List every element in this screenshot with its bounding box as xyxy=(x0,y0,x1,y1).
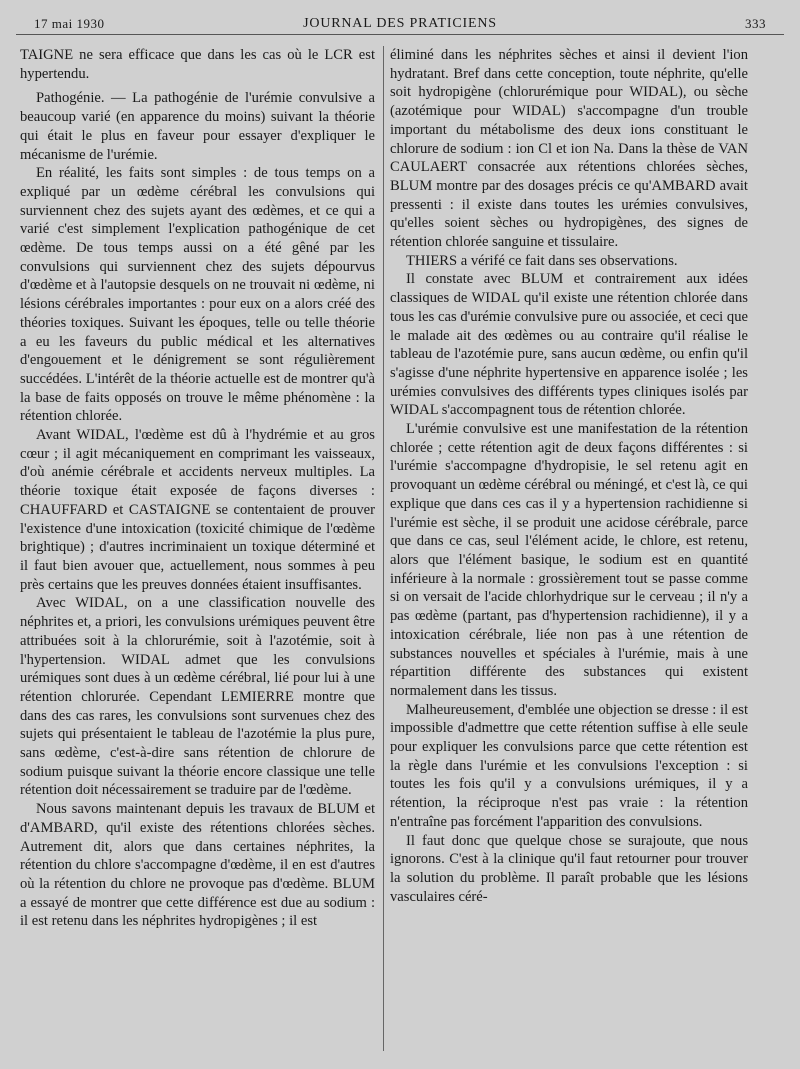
header-page-number: 333 xyxy=(745,16,766,31)
header-date: 17 mai 1930 xyxy=(34,16,105,31)
paragraph-avec-widal: Avec WIDAL, on a une classification nouvelle des néphrites et, a priori, les convulsions urémiques peuvent être attribuées soit à la chlorurémie, soit à l'azotémie, soit à l'hypertension. WIDAL admet que les convulsions urémiques sont dues à un œdème cérébral, lié pour lui à une rétention chlorurée. Cependant LEMIERRE montre que dans des cas rares, les convulsions sont survenues chez des sujets qui présentaient le tableau de l'azotémie la plus pure, sans œdème, c'est-à-dire sans rétention de chlorure de sodium puisque suivant la théorie encore classique une telle rétention doit nécessairement se traduire par de l'œdème. xyxy=(20,595,375,799)
paragraph-pathogenie: Pathogénie. — La pathogénie de l'urémie convulsive a beaucoup varié (en apparence du moins) suivant la théorie qui était le plus en faveur pour essayer d'expliquer le mécanisme de l'urémie. xyxy=(20,90,375,163)
paragraph-il-faut-donc: Il faut donc que quelque chose se surajoute, que nous ignorons. C'est à la clinique qu'il faut retourner pour trouver la solution du problème. Il paraît probable que les lésions vasculaires céré- xyxy=(390,832,748,905)
paragraph-castaigne-continuation: TAIGNE ne sera efficace que dans les cas où le LCR est hypertendu. xyxy=(20,47,375,82)
header-rule xyxy=(16,34,784,35)
running-header xyxy=(34,16,766,36)
header-journal-title: JOURNAL DES PRATICIENS xyxy=(303,16,497,31)
paragraph-en-realite: En réalité, les faits sont simples : de tous temps on a expliqué par un œdème cérébral les convulsions qui surviennent chez des sujets ayant des œdèmes, et ce qui a varié c'est simplement l'explication pathogénique de cet œdème. De tous temps aussi on a été gêné par les convulsions qui surviennent chez des sujets dépourvus d'œdème et à l'autopsie desquels on ne trouvait ni œdème, ni lésions cérébrales importantes : pour eux on a alors créé des théories toxiques. Suivant les époques, telle ou telle théorie a eu les faveurs du public médical et les alternatives d'engouement et le dénigrement se sont régulièrement succédées. L'intérêt de la théorie actuelle est de montrer qu'à la base de faits opposés on trouve le même phénomène : la rétention chlorée. xyxy=(20,165,375,425)
right-column xyxy=(390,46,748,1069)
left-column xyxy=(20,46,375,1069)
paragraph-elimine: éliminé dans les néphrites sèches et ainsi il devient l'ion hydratant. Bref dans cette conception, toute néphrite, qu'elle soit hydropigène (chlorurémique pour WIDAL), ou sèche (azotémique pour WIDAL) s'accompagne d'un trouble important du métabolisme des deux ions constituant le chlorure de sodium : ion Cl et ion Na. Dans la thèse de VAN CAULAERT consacrée aux rétentions chlorées sèches, BLUM montre par des dosages précis ce qu'AMBARD avait pressenti : il existe dans toutes les urémies convulsives, qu'elles soient sèches ou hydropigènes, des signes de rétention chlorée sanguine et tissulaire. xyxy=(390,47,748,251)
paragraph-il-constate: Il constate avec BLUM et contrairement aux idées classiques de WIDAL qu'il existe une rétention chlorée dans tous les cas d'urémie convulsive pure ou associée, et ceci que le malade ait des œdèmes ou au contraire qu'il réalise le tableau de l'azotémie pure, sans aucun œdème, ou enfin qu'il s'agisse d'une néphrite hypertensive en apparence isolée ; les urémies convulsives des différents types cliniques isolés par WIDAL s'accompagnent tous de rétention chlorée. xyxy=(390,271,748,419)
paragraph-thiers: THIERS a vérifé ce fait dans ses observations. xyxy=(406,252,678,269)
paragraph-avant-widal: Avant WIDAL, l'œdème est dû à l'hydrémie et au gros cœur ; il agit mécaniquement en comprimant les vaisseaux, d'où anémie cérébrale et accidents nerveux multiples. La théorie toxique était exposée de façons diverses : CHAUFFARD et CASTAIGNE se contentaient de prouver l'existence d'une intoxication (toxicité chimique de l'œdème brightique) ; d'autres incriminaient un toxique déterminé et il faut bien avouer que, actuellement, nous sommes à peu près certains que les preuves données étaient insuffisantes. xyxy=(20,427,375,593)
column-divider xyxy=(383,46,384,1051)
paragraph-malheureusement: Malheureusement, d'emblée une objection se dresse : il est impossible d'admettre que cette rétention suffise à elle seule pour expliquer les convulsions parce que cette rétention est la règle dans l'urémie et les convulsions l'exception : si toutes les fois qu'il y a convulsions urémiques, il y a rétention, la réciproque n'est pas vraie : la rétention n'entraîne pas forcément l'apparition des convulsions. xyxy=(390,701,748,830)
paragraph-nous-savons: Nous savons maintenant depuis les travaux de BLUM et d'AMBARD, qu'il existe des rétentions chlorées sèches. Autrement dit, alors que dans certaines néphrites, la rétention du chlore s'accompagne d'œdème, il en est d'autres où la rétention du chlore ne provoque pas d'œdème. BLUM a essayé de montrer que cette différence est due au sodium : il est retenu dans les néphrites hydropigènes ; il est xyxy=(20,801,375,930)
paragraph-uremie-convulsive: L'urémie convulsive est une manifestation de la rétention chlorée ; cette rétention agit de deux façons différentes : si l'urémie s'accompagne d'hydropisie, le sel retenu agit en provoquant un œdème cérébral ou méningé, et c'est là, ce qui explique que dans ces cas il y a hypertension rachidienne si l'urémie est sèche, il se produit une acidose cérébrale, parce que dans ce cas, seul l'élément acide, le chlore, est retenu, alors que l'élément basique, le sodium est en quantité inférieure à la normale : grossièrement tout se passe comme si on versait de l'acide chlorhydrique sur le cerveau ; il n'y a pas œdème (partant, pas d'hypertension rachidienne), il y a intoxication cérébrale, liée non pas à une rétention de substances nouvelles et spéciales à l'urémie, mais à une répartition différente des substances qui existent normalement dans les tissus. xyxy=(390,421,748,699)
